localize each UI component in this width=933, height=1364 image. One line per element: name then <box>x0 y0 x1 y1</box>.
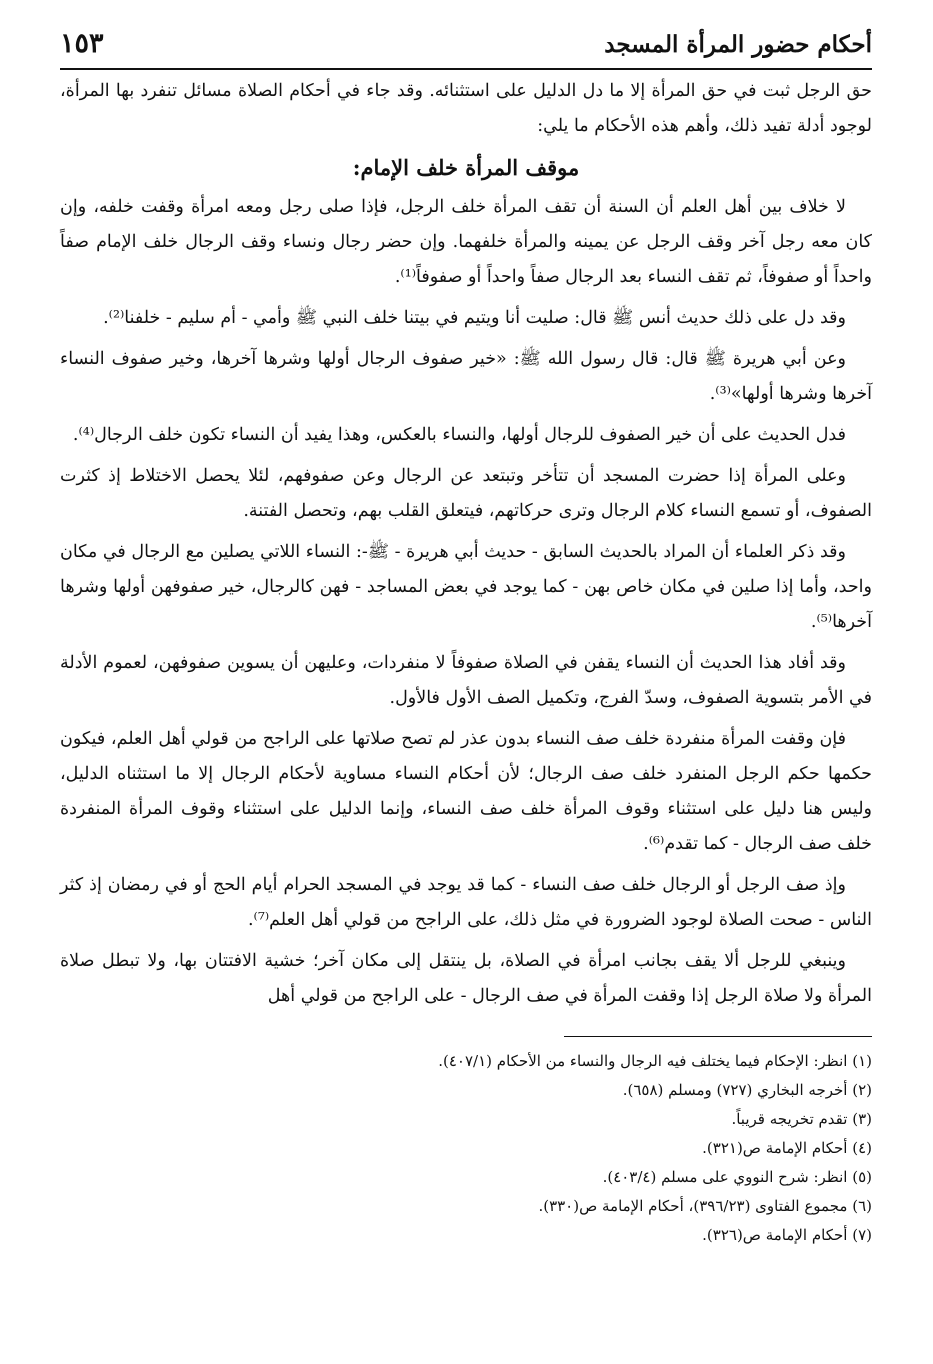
footnote-6: (٦) مجموع الفتاوى (٣٩٦/٢٣)، أحكام الإمامة ص(٣٣٠). <box>538 1197 872 1215</box>
footnote-4: (٤) أحكام الإمامة ص(٣٢١). <box>702 1139 872 1157</box>
footnote-5: (٥) انظر: شرح النووي على مسلم (٤٠٣/٤). <box>602 1168 872 1186</box>
book-page <box>60 28 872 1250</box>
footnote-3: (٣) تقدم تخريجه قريباً. <box>731 1110 872 1128</box>
paragraph-7: وقد ذكر العلماء أن المراد بالحديث السابق - حديث أبي هريرة - ﷺ-: النساء اللاتي يصلين مع الرجال في مكان واحد، وأما إذا صلين في مكان خاص بهن - كما يوجد في بعض المساجد - فهن كالرجال، خير صفوفهن أولها وشرها آخرها⁽⁵⁾. <box>60 542 872 632</box>
page-number: ١٥٣ <box>60 28 104 59</box>
paragraph-5: فدل الحديث على أن خير الصفوف للرجال أولها، والنساء بالعكس، وهذا يفيد أن النساء تكون خلف الرجال⁽⁴⁾. <box>72 425 846 445</box>
main-text <box>60 74 872 1014</box>
footnotes <box>60 1047 872 1250</box>
paragraph-2: لا خلاف بين أهل العلم أن السنة أن تقف المرأة خلف الرجل، فإذا صلى رجل ومعه امرأة وقفت خلفه، وإن كان معه رجل آخر وقف الرجل عن يمينه والمرأة خلفهما. وإن حضر رجال ونساء وقف الرجال خلف الإمام صفاً واحداً أو صفوفاً، ثم تقف النساء بعد الرجال صفاً واحداً أو صفوفاً⁽¹⁾. <box>60 197 872 287</box>
running-title: أحكام حضور المرأة المسجد <box>604 31 872 58</box>
paragraph-10: وإذ صف الرجل أو الرجال خلف صف النساء - كما قد يوجد في المسجد الحرام أيام الحج أو في رمضان إذ كثر الناس - صحت الصلاة لوجود الضرورة في مثل ذلك، على الراجح من قولي أهل العلم⁽⁷⁾. <box>60 875 872 930</box>
section-heading: موقف المرأة خلف الإمام: <box>352 155 580 180</box>
footnote-divider <box>564 1036 872 1037</box>
paragraph-6: وعلى المرأة إذا حضرت المسجد أن تتأخر وتبتعد عن الرجال وعن صفوفهم، لئلا يحصل الاختلاط إذ كثرت الصفوف، أو تسمع النساء كلام الرجال وترى حركاتهم، فيتعلق القلب بهم، وتحصل الفتنة. <box>60 466 872 521</box>
footnote-1: (١) انظر: الإحكام فيما يختلف فيه الرجال والنساء من الأحكام (٤٠٧/١). <box>438 1052 872 1070</box>
paragraph-4: وعن أبي هريرة ﷺ قال: قال رسول الله ﷺ: «خير صفوف الرجال أولها وشرها آخرها، وخير صفوف النساء آخرها وشرها أولها»⁽³⁾. <box>60 349 872 404</box>
paragraph-8: وقد أفاد هذا الحديث أن النساء يقفن في الصلاة صفوفاً لا منفردات، وعليهن أن يسوين صفوفهن، لعموم الأدلة في الأمر بتسوية الصفوف، وسدّ الفرج، وتكميل الصف الأول فالأول. <box>60 653 872 708</box>
paragraph-11: وينبغي للرجل ألا يقف بجانب امرأة في الصلاة، بل ينتقل إلى مكان آخر؛ خشية الافتتان بها، ولا تبطل صلاة المرأة ولا صلاة الرجل إذا وقفت المرأة في صف الرجال - على الراجح من قولي أهل <box>60 951 872 1006</box>
footnote-7: (٧) أحكام الإمامة ص(٣٢٦). <box>702 1226 872 1244</box>
footnote-2: (٢) أخرجه البخاري (٧٢٧) ومسلم (٦٥٨). <box>622 1081 872 1099</box>
paragraph-1: حق الرجل ثبت في حق المرأة إلا ما دل الدليل على استثنائه. وقد جاء في أحكام الصلاة مسائل تنفرد بها المرأة، لوجود أدلة تفيد ذلك، وأهم هذه الأحكام ما يلي: <box>60 81 872 136</box>
page-header <box>60 28 872 70</box>
paragraph-3: وقد دل على ذلك حديث أنس ﷺ قال: صليت أنا ويتيم في بيتنا خلف النبي ﷺ وأمي - أم سليم - خلفنا⁽²⁾. <box>103 308 846 328</box>
paragraph-9: فإن وقفت المرأة منفردة خلف صف النساء بدون عذر لم تصح صلاتها على الراجح من قولي أهل العلم، فيكون حكمها حكم الرجل المنفرد خلف صف الرجال؛ لأن أحكام النساء مساوية لأحكام الرجال إلا ما استثناه الدليل، وليس هنا دليل على استثناء وقوف المرأة خلف صف النساء، وإنما الدليل على استثناء وقوف المرأة المنفردة خلف صف الرجال - كما تقدم⁽⁶⁾. <box>60 729 872 854</box>
